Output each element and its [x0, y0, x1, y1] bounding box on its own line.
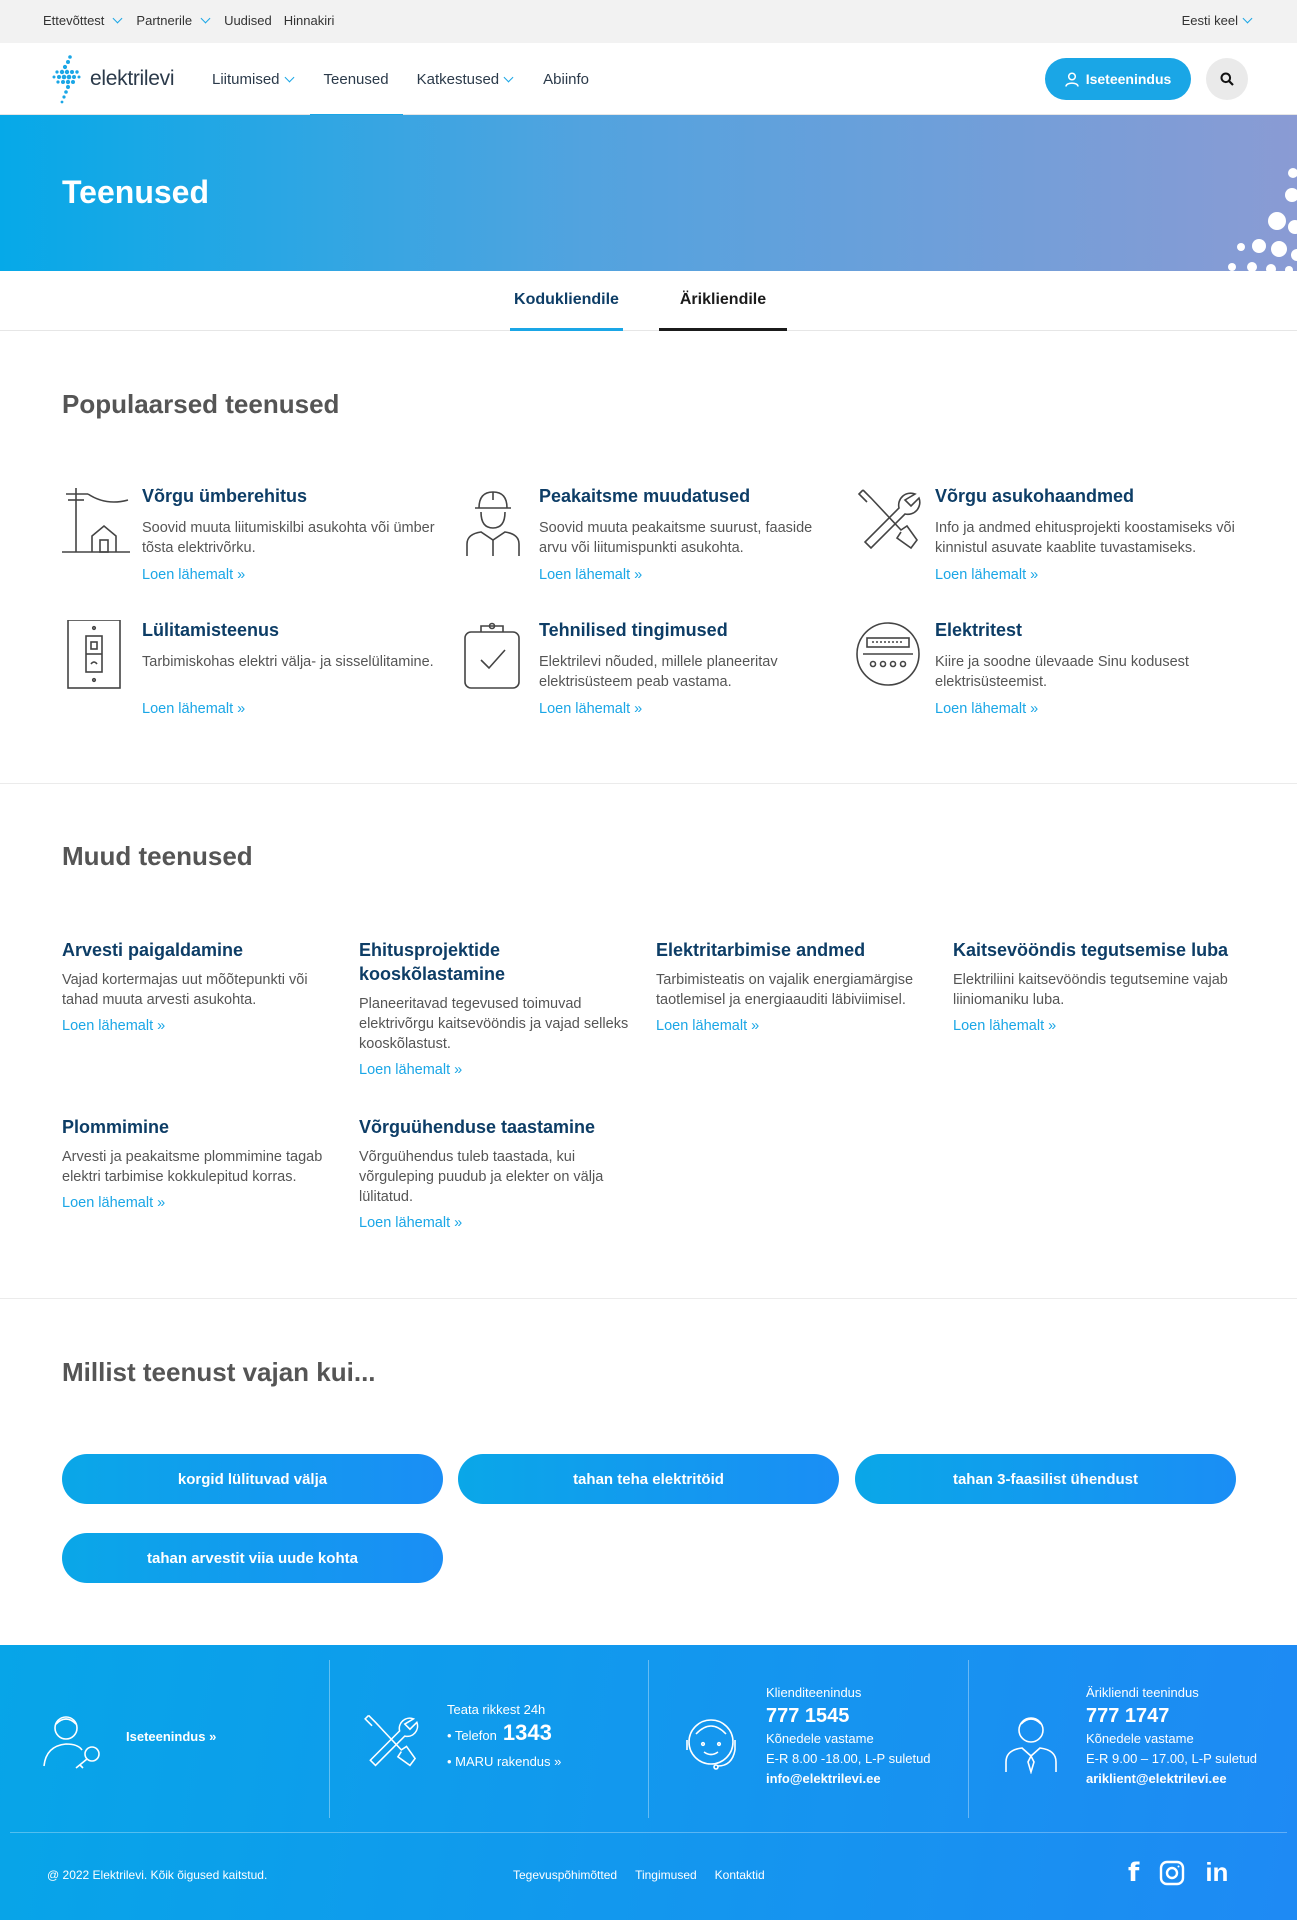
- chevron-down-icon: [504, 72, 514, 82]
- self-service-label: Iseteenindus: [1085, 71, 1172, 87]
- read-more-link[interactable]: Loen lähemalt »: [539, 567, 643, 583]
- search-icon: [1220, 72, 1234, 86]
- other-service-item: [359, 938, 644, 1078]
- service-card: [855, 486, 1235, 596]
- decorative-dots-icon: [1207, 115, 1297, 271]
- chevron-down-icon: [201, 14, 211, 24]
- search-button[interactable]: [1206, 58, 1248, 100]
- nav-label: Liitumised: [212, 70, 280, 88]
- service-description: Elektriliini kaitsevööndis tegutsemine vajab liiniomaniku luba.: [953, 972, 1228, 1008]
- customer-type-tabs: [0, 271, 1297, 331]
- footer-separator: [968, 1660, 969, 1818]
- opening-hours: E-R 8.00 -18.00, L-P suletud: [766, 1751, 931, 1766]
- service-description: Planeeritavad tegevused toimuvad elektrivõrgu kaitsevööndis ja vajad selleks kooskõlastust.: [359, 996, 629, 1052]
- language-selector[interactable]: [1182, 13, 1254, 28]
- service-description: Vajad kortermajas uut mõõtepunkti või tahad muuta arvesti asukohta.: [62, 972, 308, 1008]
- popular-services-heading: Populaarsed teenused: [62, 389, 340, 419]
- business-person-icon: [1002, 1712, 1060, 1774]
- footer-separator: [329, 1660, 330, 1818]
- service-card: [459, 620, 829, 730]
- topbar-link-prices[interactable]: Hinnakiri: [283, 13, 335, 28]
- headset-agent-icon: [682, 1712, 740, 1776]
- electrician-worker-icon: [459, 486, 527, 558]
- chevron-down-icon: [284, 72, 294, 82]
- service-description: Arvesti ja peakaitsme plommimine tagab elektri tarbimise kokkulepitud korras.: [62, 1149, 323, 1185]
- language-label: Eesti keel: [1181, 13, 1238, 28]
- section-divider: [0, 1298, 1297, 1299]
- phone-label: • Telefon: [447, 1728, 497, 1743]
- service-title: Elektritest: [935, 620, 1023, 640]
- service-description: Tarbimiskohas elektri välja- ja sisselülitamine.: [142, 654, 434, 670]
- service-title: Tehnilised tingimused: [539, 620, 728, 640]
- service-title: Kaitsevööndis tegutsemise luba: [953, 940, 1229, 960]
- read-more-link[interactable]: Loen lähemalt »: [359, 1062, 463, 1078]
- main-nav: [198, 43, 603, 115]
- service-chooser-heading: Millist teenust vajan kui...: [62, 1357, 376, 1387]
- switch-icon: [62, 620, 130, 692]
- service-card: [459, 486, 829, 596]
- read-more-link[interactable]: Loen lähemalt »: [935, 701, 1039, 717]
- service-description: Elektrilevi nõuded, millele planeeritav elektrisüsteem peab vastama.: [539, 654, 778, 690]
- topbar-link-news[interactable]: Uudised: [224, 13, 272, 28]
- footer-business-service: [1000, 1660, 1280, 1818]
- footer-divider: [10, 1832, 1287, 1833]
- contacts-link[interactable]: Kontaktid: [714, 1868, 765, 1882]
- footer-fault-report: [360, 1660, 640, 1818]
- clipboard-check-icon: [459, 620, 527, 692]
- user-key-icon: [42, 1710, 106, 1770]
- customer-service-label: Klienditeenindus: [766, 1685, 862, 1700]
- other-service-item: [359, 1115, 644, 1231]
- other-services-heading: Muud teenused: [62, 841, 253, 871]
- nav-services[interactable]: Teenused: [310, 43, 403, 115]
- tab-business-customers[interactable]: Ärikliendile: [659, 271, 787, 331]
- logo-text: elektrilevi: [90, 67, 175, 90]
- user-icon: [1065, 72, 1079, 87]
- linkedin-icon[interactable]: in: [1205, 1857, 1229, 1887]
- tab-private-customers[interactable]: Kodukliendile: [510, 271, 623, 331]
- meter-icon: [855, 620, 923, 692]
- business-email-link[interactable]: ariklient@elektrilevi.ee: [1086, 1771, 1227, 1786]
- page-title: Teenused: [62, 174, 209, 210]
- facebook-icon[interactable]: f: [1128, 1857, 1140, 1888]
- answering-label: Kõnedele vastame: [1086, 1731, 1194, 1746]
- service-title: Võrgu ümberehitus: [142, 486, 308, 506]
- fault-phone-number[interactable]: 1343: [502, 1720, 552, 1745]
- self-service-link[interactable]: Iseteenindus »: [126, 1729, 217, 1744]
- chooser-button[interactable]: tahan arvestit viia uude kohta: [62, 1533, 443, 1583]
- chevron-down-icon: [113, 14, 123, 24]
- nav-label: Katkestused: [416, 70, 500, 88]
- read-more-link[interactable]: Loen lähemalt »: [656, 1018, 760, 1034]
- utility-bar: [0, 0, 1297, 43]
- chooser-button[interactable]: tahan 3-faasilist ühendust: [855, 1454, 1236, 1504]
- business-service-label: Ärikliendi teenindus: [1086, 1685, 1199, 1700]
- service-title: Lülitamisteenus: [142, 620, 280, 640]
- read-more-link[interactable]: Loen lähemalt »: [62, 1195, 166, 1211]
- opening-hours: E-R 9.00 – 17.00, L-P suletud: [1086, 1751, 1258, 1766]
- nav-connections[interactable]: [198, 43, 310, 115]
- footer-customer-service: [682, 1660, 962, 1818]
- self-service-button[interactable]: [1045, 58, 1191, 100]
- logo-mark-icon: [48, 53, 86, 105]
- service-description: Soovid muuta liitumiskilbi asukohta või ümber tõsta elektrivõrku.: [142, 520, 435, 556]
- service-title: Arvesti paigaldamine: [62, 940, 244, 960]
- chooser-button[interactable]: tahan teha elektritöid: [458, 1454, 839, 1504]
- customer-phone-number[interactable]: 777 1545: [766, 1705, 850, 1727]
- nav-outages[interactable]: [403, 43, 530, 115]
- chevron-down-icon: [1243, 14, 1253, 24]
- read-more-link[interactable]: Loen lähemalt »: [359, 1215, 463, 1231]
- service-title: Elektritarbimise andmed: [656, 940, 866, 960]
- service-title: Peakaitsme muudatused: [539, 486, 751, 506]
- topbar-link-partner[interactable]: [136, 13, 212, 28]
- fault-label: Teata rikkest 24h: [447, 1702, 546, 1717]
- section-divider: [0, 783, 1297, 784]
- power-pole-house-icon: [62, 486, 130, 558]
- read-more-link[interactable]: Loen lähemalt »: [935, 567, 1039, 583]
- logo[interactable]: [48, 53, 174, 105]
- service-description: Kiire ja soodne ülevaade Sinu kodusest elektrisüsteemist.: [935, 654, 1189, 690]
- service-card: [62, 620, 432, 730]
- copyright: @ 2022 Elektrilevi. Kõik õigused kaitstud.: [47, 1868, 268, 1882]
- policy-link[interactable]: Tegevuspõhimõtted: [513, 1868, 618, 1882]
- read-more-link[interactable]: Loen lähemalt »: [142, 701, 246, 717]
- service-card: [62, 486, 435, 596]
- chooser-button[interactable]: korgid lülituvad välja: [62, 1454, 443, 1504]
- tools-icon: [855, 486, 923, 558]
- hero-banner: [0, 115, 1297, 271]
- main-header: [0, 43, 1297, 115]
- customer-email-link[interactable]: info@elektrilevi.ee: [766, 1771, 881, 1786]
- other-service-item: [656, 938, 941, 1034]
- read-more-link[interactable]: Loen lähemalt »: [953, 1018, 1057, 1034]
- service-card: [855, 620, 1225, 730]
- footer-self-service[interactable]: [42, 1660, 322, 1818]
- read-more-link[interactable]: Loen lähemalt »: [62, 1018, 166, 1034]
- service-description: Info ja andmed ehitusprojekti koostamiseks või kinnistul asuvate kaablite tuvastamiseks.: [935, 520, 1235, 556]
- footer-links: [513, 1868, 765, 1882]
- business-phone-number[interactable]: 777 1747: [1086, 1705, 1170, 1727]
- answering-label: Kõnedele vastame: [766, 1731, 874, 1746]
- other-service-item: [62, 938, 347, 1034]
- service-description: Tarbimisteatis on vajalik energiamärgise taotlemisel ja energiaauditi läbiviimisel.: [656, 972, 914, 1008]
- nav-help[interactable]: Abiinfo: [543, 70, 590, 88]
- read-more-link[interactable]: Loen lähemalt »: [142, 567, 246, 583]
- tools-icon: [360, 1712, 422, 1774]
- service-description: Soovid muuta peakaitsme suurust, faaside arvu või liitumispunkti asukohta.: [539, 520, 813, 556]
- read-more-link[interactable]: Loen lähemalt »: [539, 701, 643, 717]
- topbar-link-company[interactable]: [43, 13, 124, 28]
- other-service-item: [62, 1115, 347, 1211]
- footer: [0, 1645, 1297, 1920]
- other-service-item: [953, 938, 1253, 1034]
- terms-link[interactable]: Tingimused: [635, 1868, 697, 1882]
- social-links: [1128, 1857, 1228, 1888]
- instagram-icon[interactable]: [1159, 1860, 1185, 1886]
- service-title: Plommimine: [62, 1117, 170, 1137]
- service-title: Võrgu asukohaandmed: [935, 486, 1135, 506]
- service-title: Võrguühenduse taastamine: [359, 1117, 596, 1137]
- maru-app-link[interactable]: • MARU rakendus »: [447, 1754, 562, 1769]
- service-description: Võrguühendus tuleb taastada, kui võrguleping puudub ja elekter on välja lülitatud.: [359, 1149, 604, 1205]
- topbar-link-label: Partnerile: [136, 13, 193, 28]
- footer-separator: [648, 1660, 649, 1818]
- service-title: Ehitusprojektide kooskõlastamine: [359, 940, 506, 984]
- topbar-link-label: Ettevõttest: [43, 13, 105, 28]
